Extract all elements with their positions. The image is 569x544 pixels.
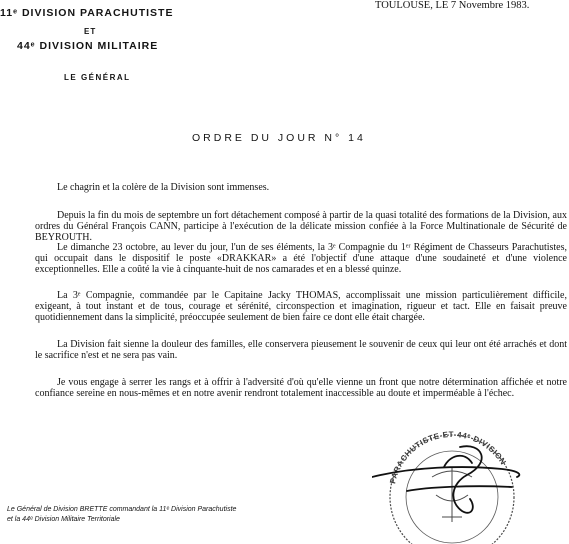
paragraph-6 [35, 377, 567, 399]
paragraph-1 [35, 182, 567, 193]
page-title: ORDRE DU JOUR N° 14 [192, 132, 366, 144]
header-et: ET [84, 27, 97, 36]
paragraph-text: Le chagrin et la colère de la Division sont immenses. [57, 182, 270, 193]
signature-caption-line-1: Le Général de Division BRETTE commandant la 11ᵉ Division Parachutiste [7, 506, 237, 513]
paragraph-text: La Division fait sienne la douleur des familles, elle conservera pieusement le souvenir de ceux qui leur ont été arrachés et dont le sacrifice n'est et ne sera pas vain. [35, 339, 567, 361]
division-stamp-with-signature [372, 407, 522, 544]
place-date: TOULOUSE, LE 7 Novembre 1983. [375, 0, 530, 11]
paragraph-3 [35, 242, 567, 275]
header-general: LE GÉNÉRAL [64, 73, 131, 82]
paragraph-text: La 3ᵉ Compagnie, commandée par le Capitaine Jacky THOMAS, accomplissait une mission particulièrement difficile, exigeant, à tout instant et de tous, courage et sérénité, circonspection et imagination, rigueur et tact. Elle en faisait preuve quotidiennement dans la simplicité, préoccupée seulement de bien faire ce dont elle était chargée. [35, 290, 567, 323]
paragraph-text: Je vous engage à serrer les rangs et à offrir à l'adversité d'où qu'elle vienne un front que notre détermination affichée et notre confiance sereine en nous-mêmes et en notre avenir rendront totalement inaccessible au doute et imperméable à l'échec. [35, 377, 567, 399]
header-line-2: 44ᵉ DIVISION MILITAIRE [17, 40, 159, 52]
stamp-text: PARACHUTISTE ET 44ᵉ DIVISION [388, 429, 508, 485]
signature-caption-line-2: et la 44ᵉ Division Militaire Territoriale [7, 516, 120, 523]
paragraph-5 [35, 339, 567, 361]
header-line-1: 11ᵉ DIVISION PARACHUTISTE [0, 7, 174, 19]
paragraph-2 [35, 210, 567, 243]
paragraph-4 [35, 290, 567, 323]
signature-caption [7, 505, 236, 525]
paragraph-text: Depuis la fin du mois de septembre un fort détachement composé à partir de la quasi totalité des formations de la Division, aux ordres du Général François CANN, participe à l'exécution de la délicate mission confiée à la Force Multinationale de Sécurité de BEYROUTH. [35, 210, 567, 243]
paragraph-text: Le dimanche 23 octobre, au lever du jour, l'un de ses éléments, la 3ᵉ Compagnie du 1ᵉʳ Régiment de Chasseurs Parachutistes, qui occupait dans le dispositif le poste «DRAKKAR» a été l'objectif d'une attaque d'une soudaineté et d'une violence exceptionnelles. Elle a coûté la vie à cinquante-huit de nos camarades et en a blessé quinze. [35, 242, 567, 275]
